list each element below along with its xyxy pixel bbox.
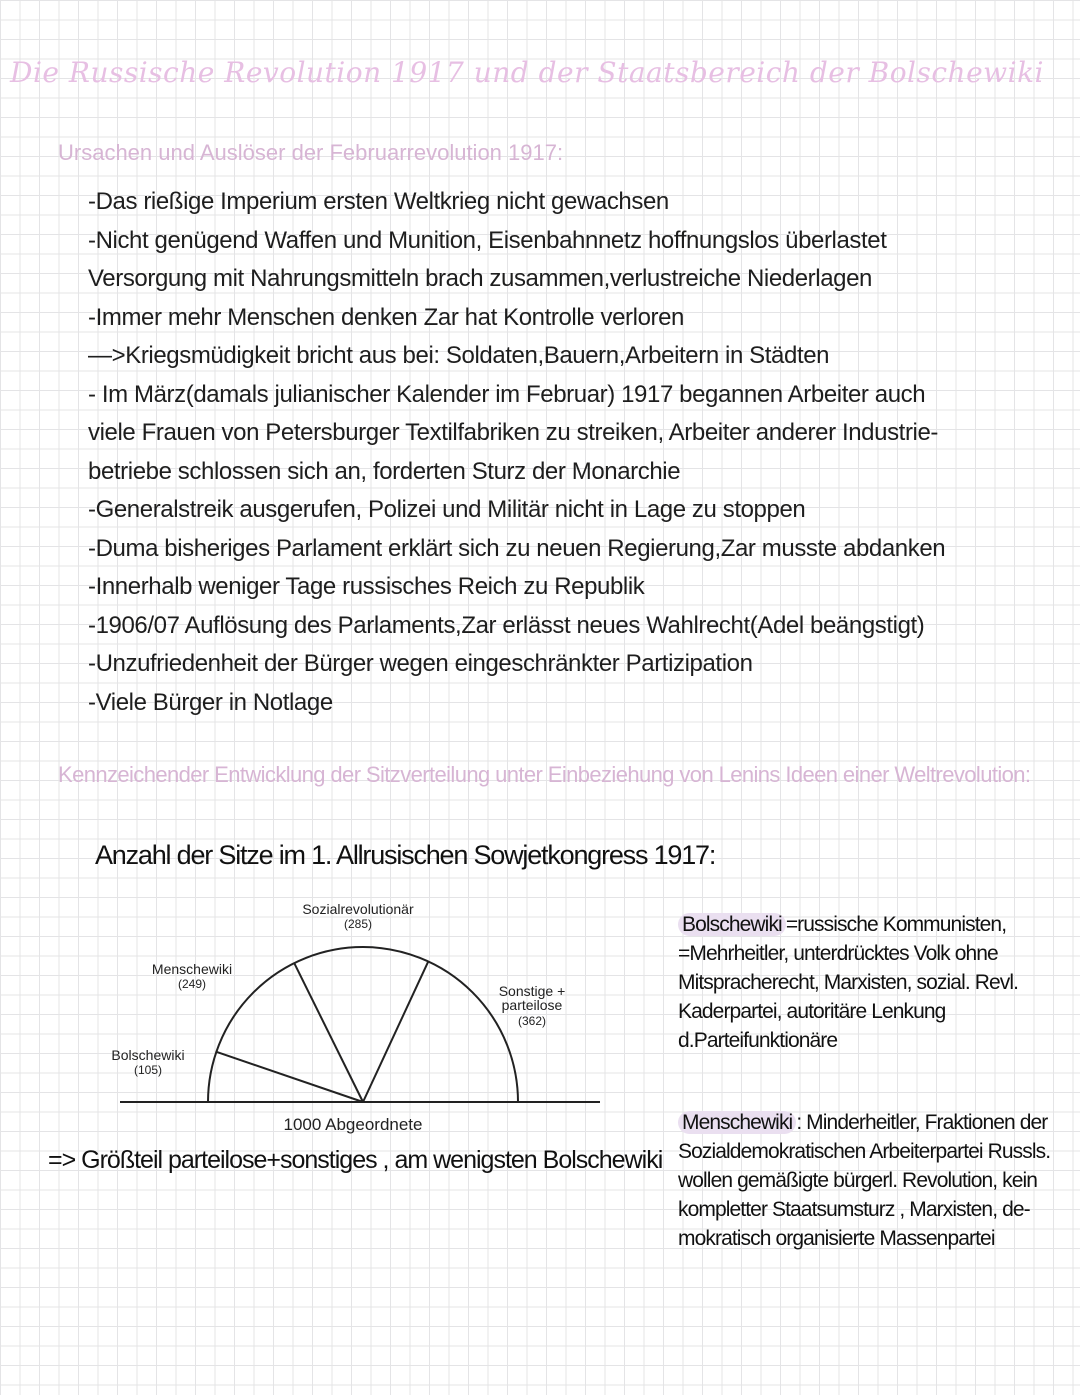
chart-total-label: 1000 Abgeordnete [283,1115,423,1134]
list-item: -Nicht genügend Waffen und Munition, Eisenbahnnetz hoffnungslos überlastet [88,226,887,254]
list-item: -Immer mehr Menschen denken Zar hat Kontrolle verloren [88,303,685,331]
chart-label-bolschewiki: Bolschewiki [111,1047,185,1063]
list-item: —>Kriegsmüdigkeit bricht aus bei: Soldaten,Bauern,Arbeitern in Städten [88,342,830,369]
definition-line: : Minderheitler, Fraktionen der [796,1111,1048,1134]
list-item: -Innerhalb weniger Tage russisches Reich zu Republik [88,573,645,600]
definition-line: Sozialdemokratischen Arbeiterpartei Russls. [678,1140,1051,1163]
chart-value-sonstige-parteilose: (362) [517,1014,547,1028]
definition-line: wollen gemäßigte bürgerl. Revolution, kein [678,1169,1038,1192]
chart-value-bolschewiki: (105) [133,1063,163,1077]
conclusion: => Größteil parteilose+sonstiges , am wenigsten Bolschewiki [48,1146,663,1174]
list-item: -Viele Bürger in Notlage [88,688,333,716]
section-heading-seats: Kennzeichender Entwicklung der Sitzverteilung unter Einbeziehung von Lenins Ideen einer Weltrevolution: [58,762,1031,787]
list-item: - Im März(damals julianischer Kalender im Februar) 1917 begannen Arbeiter auch [88,380,926,408]
definition-line: Mitspracherecht, Marxisten, sozial. Revl. [678,971,1019,994]
definition-line: Kaderpartei, autoritäre Lenkung d.Parteifunktionäre [678,1000,946,1052]
chart-label-sonstige-parteilose: Sonstige + parteilose [498,983,566,1013]
list-item: Versorgung mit Nahrungsmitteln brach zusammen,verlustreiche Niederlagen [88,265,872,292]
chart-value-menschewiki: (249) [177,977,207,991]
chart-label-menschewiki: Menschewiki [151,961,233,977]
chart-value-sozialrevolution-r: (285) [343,917,373,931]
definition-line: mokratisch organisierte Massenpartei [678,1227,995,1250]
seat-distribution-chart [110,892,610,1142]
definition-bolschewiki [678,910,1078,1055]
list-item: viele Frauen von Petersburger Textilfabriken zu streiken, Arbeiter anderer Industrie- [88,419,939,446]
definition-term: Bolschewiki [678,913,786,936]
list-item: -Duma bisheriges Parlament erklärt sich zu neuen Regierung,Zar musste abdanken [88,534,946,562]
chart-label-sozialrevolution-r: Sozialrevolutionär [302,901,414,917]
chart-title: Anzahl der Sitze im 1. Allrusischen Sowjetkongress 1917: [95,840,716,870]
definition-term: Menschewiki [678,1111,796,1134]
list-item: -Generalstreik ausgerufen, Polizei und Militär nicht in Lage zu stoppen [88,496,806,523]
definition-menschewiki [678,1108,1078,1253]
definition-line: kompletter Staatsumsturz , Marxisten, de- [678,1198,1030,1221]
section-heading-causes: Ursachen und Auslöser der Februarrevolution 1917: [58,140,564,165]
list-item: betriebe schlossen sich an, forderten Sturz der Monarchie [88,457,681,485]
causes-list [88,183,1073,722]
definition-line: =russische Kommunisten, [785,913,1007,936]
list-item: -Das rießige Imperium ersten Weltkrieg nicht gewachsen [88,188,669,215]
page-title: Die Russische Revolution 1917 und der Staatsbereich der Bolschewiki [10,56,1045,89]
list-item: -1906/07 Auflösung des Parlaments,Zar erlässt neues Wahlrecht(Adel beängstigt) [88,611,925,639]
definition-line: =Mehrheitler, unterdrücktes Volk ohne [678,942,998,965]
list-item: -Unzufriedenheit der Bürger wegen eingeschränkter Partizipation [88,650,753,677]
